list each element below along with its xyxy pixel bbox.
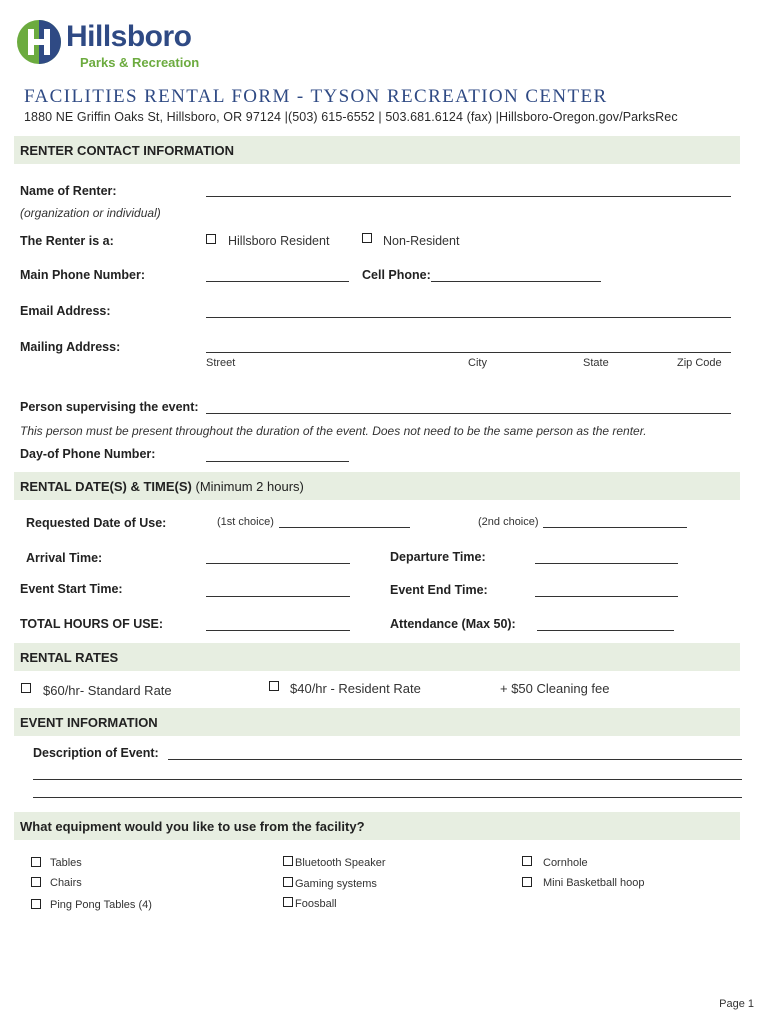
section-header-contact — [14, 136, 740, 164]
email-field[interactable] — [206, 317, 731, 318]
cell-phone-label: Cell Phone: — [362, 268, 431, 282]
name-of-renter-hint: (organization or individual) — [20, 206, 161, 220]
city-caption: City — [468, 357, 487, 369]
ping-pong-tables-checkbox[interactable] — [31, 899, 41, 909]
event-end-label: Event End Time: — [390, 583, 488, 597]
contact-address-line: 1880 NE Griffin Oaks St, Hillsboro, OR 97124 |(503) 615-6552 | 503.681.6124 (fax) |Hillsboro-Oregon.gov/ParksRec — [24, 110, 678, 124]
resident-rate-label: $40/hr - Resident Rate — [290, 681, 421, 696]
mailing-address-label: Mailing Address: — [20, 340, 121, 354]
bluetooth-speaker-label: Bluetooth Speaker — [295, 857, 386, 869]
arrival-time-field[interactable] — [206, 563, 350, 564]
hillsboro-logo-icon — [16, 18, 62, 66]
event-start-field[interactable] — [206, 596, 350, 597]
rental-dates-note: (Minimum 2 hours) — [195, 479, 304, 494]
second-choice-date-field[interactable] — [543, 527, 687, 528]
requested-date-label: Requested Date of Use: — [26, 516, 167, 530]
renter-type-label: The Renter is a: — [20, 234, 114, 248]
street-caption: Street — [206, 357, 236, 369]
section-title-rental-rates: RENTAL RATES — [20, 650, 119, 665]
form-title: FACILITIES RENTAL FORM - TYSON RECREATION CENTER — [24, 86, 608, 107]
non-resident-label: Non-Resident — [383, 234, 460, 248]
gaming-systems-checkbox[interactable] — [283, 877, 293, 887]
standard-rate-label: $60/hr- Standard Rate — [43, 683, 172, 698]
event-description-label: Description of Event: — [33, 746, 159, 760]
departure-time-label: Departure Time: — [390, 550, 486, 564]
event-end-field[interactable] — [535, 596, 678, 597]
foosball-label: Foosball — [295, 898, 337, 910]
event-description-line-3[interactable] — [33, 797, 742, 798]
event-start-label: Event Start Time: — [20, 582, 123, 596]
second-choice-label: (2nd choice) — [478, 516, 539, 528]
total-hours-field[interactable] — [206, 630, 350, 631]
tables-label: Tables — [50, 857, 82, 869]
mini-basketball-hoop-label: Mini Basketball hoop — [543, 877, 645, 889]
email-label: Email Address: — [20, 304, 111, 318]
event-description-line-2[interactable] — [33, 779, 742, 780]
hillsboro-resident-checkbox[interactable] — [206, 234, 216, 244]
cornhole-label: Cornhole — [543, 857, 588, 869]
arrival-time-label: Arrival Time: — [26, 551, 103, 565]
chairs-label: Chairs — [50, 877, 82, 889]
rental-dates-heading: RENTAL DATE(S) & TIME(S) — [20, 479, 192, 494]
section-title-event-info: EVENT INFORMATION — [20, 715, 158, 730]
section-title-equipment: What equipment would you like to use from the facility? — [20, 819, 365, 834]
non-resident-checkbox[interactable] — [362, 233, 372, 243]
section-header-equipment — [14, 812, 740, 840]
attendance-field[interactable] — [537, 630, 674, 631]
supervisor-field[interactable] — [206, 413, 731, 414]
section-header-rental-rates — [14, 643, 740, 671]
section-header-rental-dates — [14, 472, 740, 500]
section-title-contact: RENTER CONTACT INFORMATION — [20, 143, 234, 158]
ping-pong-tables-label: Ping Pong Tables (4) — [50, 899, 152, 911]
section-title-rental-dates — [20, 479, 304, 494]
gaming-systems-label: Gaming systems — [295, 878, 377, 890]
cleaning-fee-label: + $50 Cleaning fee — [500, 681, 610, 696]
zip-code-caption: Zip Code — [677, 357, 722, 369]
supervisor-note: This person must be present throughout the duration of the event. Does not need to be the same person as the renter. — [20, 424, 647, 438]
resident-rate-checkbox[interactable] — [269, 681, 279, 691]
main-phone-field[interactable] — [206, 281, 349, 282]
logo-subtitle: Parks & Recreation — [80, 55, 200, 70]
section-header-event-info — [14, 708, 740, 736]
state-caption: State — [583, 357, 609, 369]
day-of-phone-field[interactable] — [206, 461, 349, 462]
mailing-address-field[interactable] — [206, 352, 731, 353]
cell-phone-field[interactable] — [431, 281, 601, 282]
first-choice-date-field[interactable] — [279, 527, 410, 528]
tables-checkbox[interactable] — [31, 857, 41, 867]
page-number: Page 1 — [719, 998, 754, 1010]
mini-basketball-hoop-checkbox[interactable] — [522, 877, 532, 887]
cornhole-checkbox[interactable] — [522, 856, 532, 866]
name-of-renter-label: Name of Renter: — [20, 184, 117, 198]
first-choice-label: (1st choice) — [217, 516, 274, 528]
supervisor-label: Person supervising the event: — [20, 400, 199, 414]
day-of-phone-label: Day-of Phone Number: — [20, 447, 156, 461]
chairs-checkbox[interactable] — [31, 877, 41, 887]
standard-rate-checkbox[interactable] — [21, 683, 31, 693]
logo-name: Hillsboro — [66, 20, 192, 53]
hillsboro-resident-label: Hillsboro Resident — [228, 234, 330, 248]
total-hours-label: TOTAL HOURS OF USE: — [20, 617, 164, 631]
event-description-field[interactable] — [168, 759, 742, 760]
main-phone-label: Main Phone Number: — [20, 268, 146, 282]
departure-time-field[interactable] — [535, 563, 678, 564]
name-of-renter-field[interactable] — [206, 196, 731, 197]
bluetooth-speaker-checkbox[interactable] — [283, 856, 293, 866]
attendance-label: Attendance (Max 50): — [390, 617, 516, 631]
foosball-checkbox[interactable] — [283, 897, 293, 907]
